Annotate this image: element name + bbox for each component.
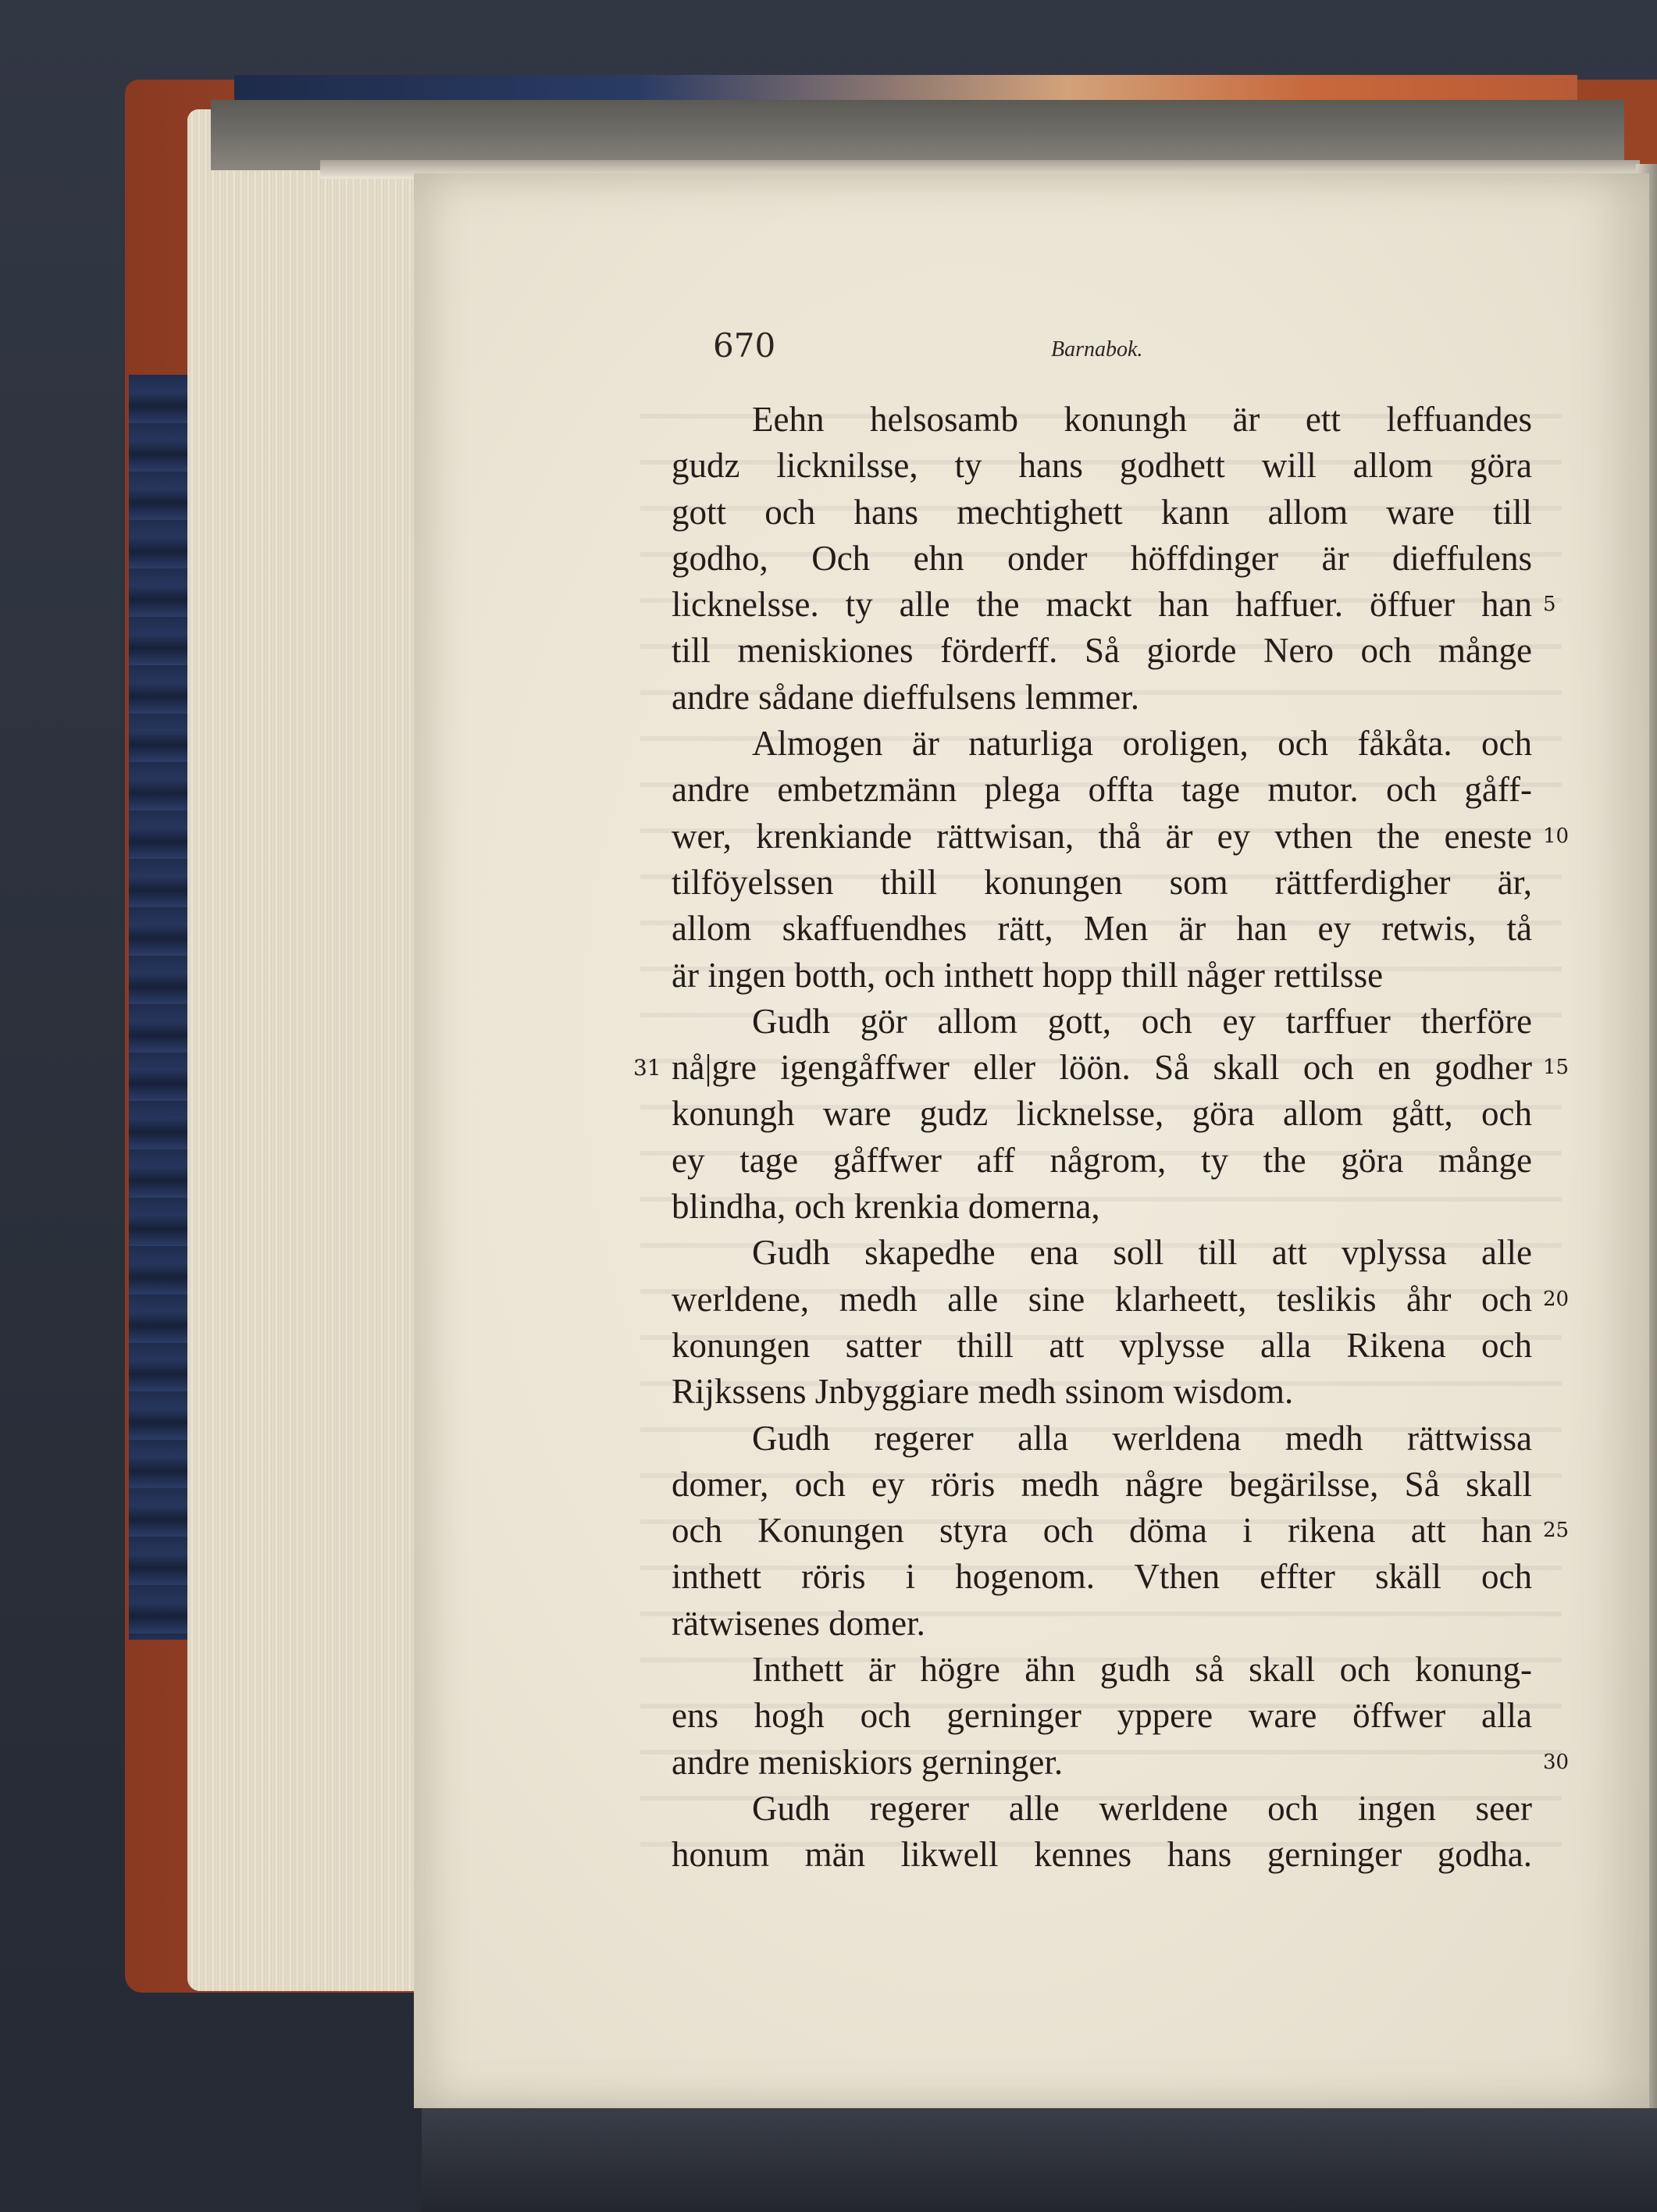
- text-line: [672, 953, 1532, 999]
- text-line-content: Gudh regerer alle werldene och ingen seer: [752, 1788, 1532, 1828]
- line-number-right: 30: [1543, 1750, 1570, 1774]
- text-line: [672, 814, 1570, 860]
- text-line: [672, 1462, 1532, 1508]
- text-line: [672, 1230, 1532, 1276]
- text-line: [672, 675, 1532, 721]
- text-line: [672, 628, 1532, 674]
- line-number-right: 5: [1543, 593, 1556, 617]
- text-line-content: Rijkssens Jnbyggiare medh ssinom wisdom.: [672, 1372, 1294, 1412]
- text-line-content: konungen satter thill att vplysse alla Rikena och: [672, 1325, 1532, 1365]
- line-number-right: 10: [1543, 824, 1570, 848]
- text-line-content: wer, krenkiande rättwisan, thå är ey vthen the eneste: [672, 816, 1532, 856]
- line-number-right: 15: [1543, 1056, 1570, 1080]
- text-line-content: werldene, medh alle sine klarheett, teslikis åhr och: [672, 1279, 1532, 1319]
- text-line: [672, 1647, 1532, 1693]
- text-line-content: ey tage gåffwer aff någrom, ty the göra månge: [672, 1140, 1532, 1180]
- text-line-content: honum män likwell kennes hans gerninger godha.: [672, 1835, 1532, 1875]
- line-number-left: 31: [633, 1055, 661, 1081]
- text-line-content: domer, och ey röris medh någre begärilsse, Så skall: [672, 1464, 1532, 1504]
- text-line-content: licknelsse. ty alle the mackt han haffuer. öffuer han: [672, 585, 1532, 625]
- text-line: [672, 443, 1532, 489]
- text-line: [633, 1045, 1570, 1091]
- text-line: [672, 1369, 1532, 1415]
- text-line: [672, 1184, 1532, 1230]
- text-line: [672, 860, 1532, 906]
- text-line: [672, 397, 1532, 443]
- body-text: [633, 397, 1570, 1879]
- text-line: [672, 1786, 1532, 1832]
- text-line-content: Eehn helsosamb konungh är ett leffuandes: [752, 400, 1532, 439]
- text-line-content: allom skaffuendhes rätt, Men är han ey retwis, tå: [672, 909, 1532, 949]
- text-line-content: nå|gre igengåffwer eller löön. Så skall och en godher: [672, 1048, 1532, 1088]
- text-line-content: tilföyelssen thill konungen som rättferdigher är,: [672, 862, 1532, 902]
- text-line-content: Gudh regerer alla werldena medh rättwissa: [752, 1418, 1532, 1458]
- text-line: [672, 906, 1532, 952]
- text-line: [672, 1601, 1532, 1647]
- text-line: [672, 1832, 1532, 1878]
- text-line: [672, 721, 1532, 767]
- text-line: [672, 999, 1532, 1045]
- text-line: [672, 1091, 1532, 1137]
- text-line: [672, 1740, 1570, 1786]
- text-line-content: Almogen är naturliga oroligen, och fåkåta. och: [752, 724, 1532, 764]
- text-line-content: till meniskiones förderff. Så giorde Nero och månge: [672, 631, 1532, 671]
- text-line-content: och Konungen styra och döma i rikena att han: [672, 1511, 1532, 1551]
- text-line-content: konungh ware gudz licknelsse, göra allom gått, och: [672, 1094, 1532, 1134]
- text-line-content: godho, Och ehn onder höffdinger är dieffulens: [672, 538, 1532, 578]
- text-line: [672, 1693, 1532, 1739]
- text-line-content: gudz licknilsse, ty hans godhett will allom göra: [672, 446, 1532, 486]
- text-line-content: Inthett är högre ähn gudh så skall och konung-: [752, 1650, 1532, 1690]
- line-number-right: 20: [1543, 1287, 1570, 1311]
- marbled-cover-strip: [129, 375, 193, 1640]
- text-line: [672, 490, 1532, 536]
- text-line-content: gott och hans mechtighett kann allom ware till: [672, 492, 1532, 532]
- running-head: Barnabok.: [1051, 337, 1143, 362]
- text-line: [672, 767, 1532, 813]
- line-number-right: 25: [1543, 1519, 1570, 1543]
- text-line-content: Gudh skapedhe ena soll till att vplyssa alle: [752, 1233, 1532, 1273]
- text-line: [672, 1138, 1532, 1184]
- text-line-content: rätwisenes domer.: [672, 1603, 925, 1643]
- text-line: [672, 1508, 1570, 1554]
- text-line-content: andre sådane dieffulsens lemmer.: [672, 677, 1139, 717]
- text-line-content: andre embetzmänn plega offta tage mutor. och gåff-: [672, 770, 1532, 810]
- text-line-content: är ingen botth, och inthett hopp thill någer rettilsse: [672, 955, 1384, 995]
- page-stack-edge: [187, 109, 445, 1991]
- text-line-content: ens hogh och gerninger yppere ware öffwer alla: [672, 1696, 1532, 1736]
- text-line-content: Gudh gör allom gott, och ey tarffuer therföre: [752, 1001, 1532, 1041]
- text-line: [672, 1416, 1532, 1462]
- text-line: [672, 536, 1532, 582]
- text-line-content: blindha, och krenkia domerna,: [672, 1187, 1100, 1227]
- text-line: [672, 582, 1556, 628]
- text-line: [672, 1554, 1532, 1600]
- text-line: [672, 1277, 1570, 1323]
- bottom-shadow: [422, 2108, 1657, 2212]
- text-line-content: inthett röris i hogenom. Vthen effter skäll och: [672, 1557, 1532, 1597]
- text-line-content: andre meniskiors gerninger.: [672, 1742, 1064, 1782]
- text-line: [672, 1323, 1532, 1369]
- page-number: 670: [713, 326, 776, 365]
